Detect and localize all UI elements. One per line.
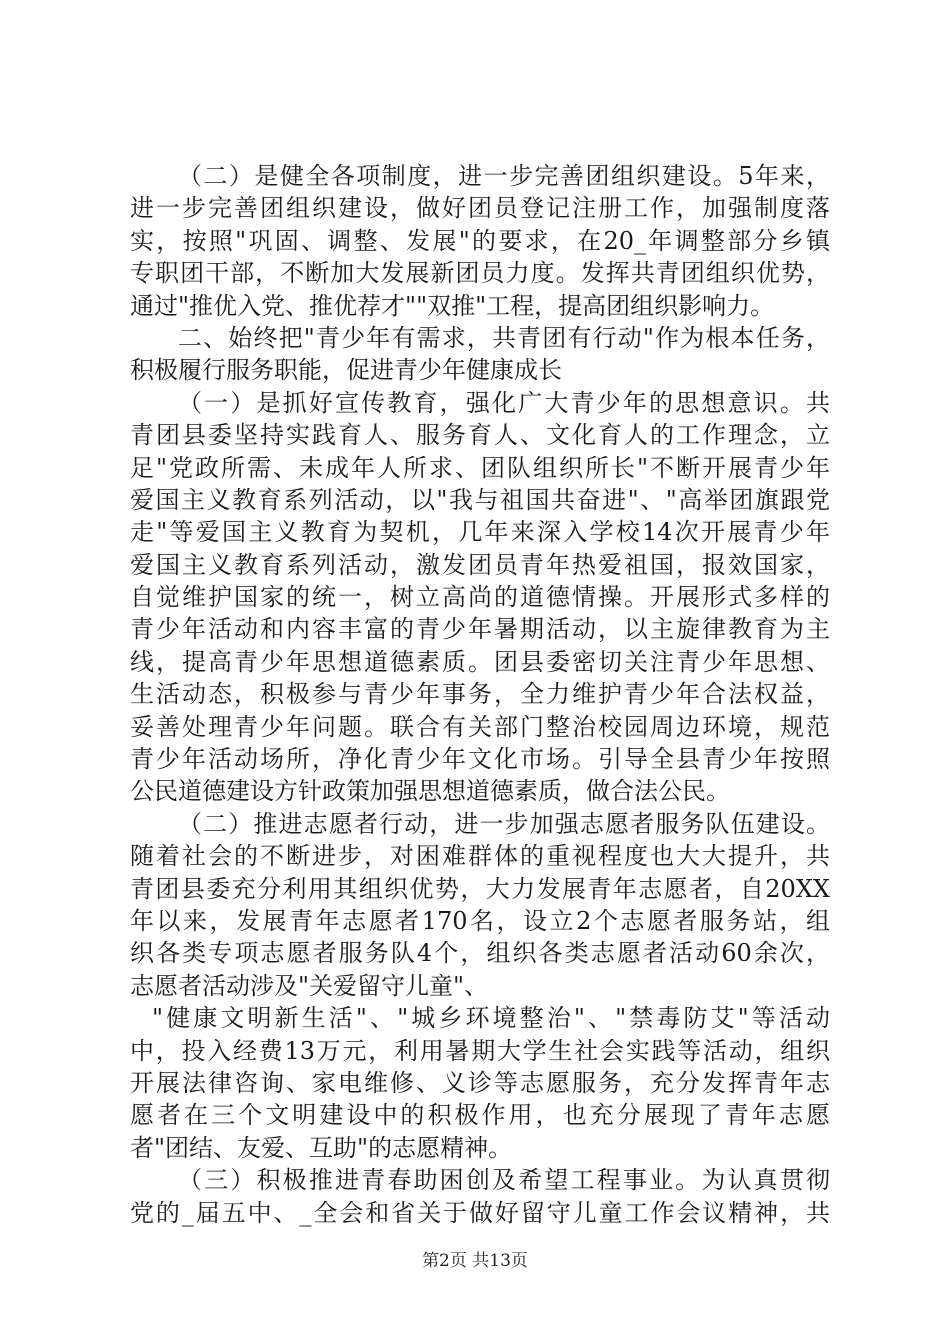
paragraph-line: 公民道德建设方针政策加强思想道德素质，做合法公民。 bbox=[130, 777, 730, 806]
paragraph-line: 青少年活动和内容丰富的青少年暑期活动，以主旋律教育为主 bbox=[130, 615, 830, 644]
paragraph-line: 青团县委充分利用其组织优势，大力发展青年志愿者，自20XX bbox=[130, 874, 830, 903]
paragraph-line: 足"党政所需、未成年人所求、团队组织所长"不断开展青少年 bbox=[130, 453, 830, 482]
paragraph-line: 织各类专项志愿者服务队4个，组织各类志愿者活动60余次， bbox=[130, 939, 830, 968]
paragraph-line: 志愿者活动涉及"关爱留守儿童"、 bbox=[130, 971, 489, 1000]
paragraph-line: 党的_届五中、_全会和省关于做好留守儿童工作会议精神，共 bbox=[130, 1198, 830, 1227]
paragraph-line: 爱国主义教育系列活动，激发团员青年热爱祖国，报效国家， bbox=[130, 550, 830, 579]
paragraph-line: 开展法律咨询、家电维修、义诊等志愿服务，充分发挥青年志 bbox=[130, 1068, 830, 1097]
page-number-footer: 第2页 共13页 bbox=[422, 1251, 528, 1271]
paragraph-line: （二）推进志愿者行动，进一步加强志愿者服务队伍建设。 bbox=[178, 809, 830, 838]
paragraph-line: 年以来，发展青年志愿者170名，设立2个志愿者服务站，组 bbox=[130, 906, 830, 935]
section-heading-line: 二、始终把"青少年有需求，共青团有行动"作为根本任务， bbox=[178, 323, 830, 352]
paragraph-line: 随着社会的不断进步，对困难群体的重视程度也大大提升，共 bbox=[130, 842, 830, 871]
paragraph-line: 妥善处理青少年问题。联合有关部门整治校园周边环境，规范 bbox=[130, 712, 830, 741]
section-heading-line: 积极履行服务职能，促进青少年健康成长 bbox=[130, 356, 562, 385]
paragraph-line: （三）积极推进青春助困创及希望工程事业。为认真贯彻 bbox=[178, 1166, 830, 1195]
paragraph-line: 通过"推优入党、推优荐才""双推"工程，提高团组织影响力。 bbox=[130, 291, 775, 320]
paragraph-line: 走"等爱国主义教育为契机，几年来深入学校14次开展青少年 bbox=[130, 518, 830, 547]
paragraph-line: 中，投入经费13万元，利用暑期大学生社会实践等活动，组织 bbox=[130, 1036, 830, 1065]
paragraph-line: 青团县委坚持实践育人、服务育人、文化育人的工作理念，立 bbox=[130, 421, 830, 450]
paragraph-line: （一）是抓好宣传教育，强化广大青少年的思想意识。共 bbox=[178, 388, 830, 417]
paragraph-line: "健康文明新生活"、"城乡环境整治"、"禁毒防艾"等活动 bbox=[152, 1004, 830, 1033]
paragraph-line: 生活动态，积极参与青少年事务，全力维护青少年合法权益， bbox=[130, 680, 830, 709]
paragraph-line: 青少年活动场所，净化青少年文化市场。引导全县青少年按照 bbox=[130, 745, 830, 774]
paragraph-line: 进一步完善团组织建设，做好团员登记注册工作，加强制度落 bbox=[130, 194, 830, 223]
paragraph-line: 实，按照"巩固、调整、发展"的要求，在20_年调整部分乡镇 bbox=[130, 226, 830, 255]
paragraph-line: 自觉维护国家的统一，树立高尚的道德情操。开展形式多样的 bbox=[130, 583, 830, 612]
paragraph-line: 爱国主义教育系列活动，以"我与祖国共奋进"、"高举团旗跟党 bbox=[130, 485, 830, 514]
paragraph-line: 专职团干部，不断加大发展新团员力度。发挥共青团组织优势， bbox=[130, 259, 830, 288]
body-text bbox=[130, 160, 830, 1229]
paragraph-line: 者"团结、友爱、互助"的志愿精神。 bbox=[130, 1133, 513, 1162]
paragraph-line: 线，提高青少年思想道德素质。团县委密切关注青少年思想、 bbox=[130, 647, 830, 676]
paragraph-line: （二）是健全各项制度，进一步完善团组织建设。5年来， bbox=[178, 162, 830, 190]
paragraph-line: 愿者在三个文明建设中的积极作用，也充分展现了青年志愿 bbox=[130, 1101, 830, 1130]
